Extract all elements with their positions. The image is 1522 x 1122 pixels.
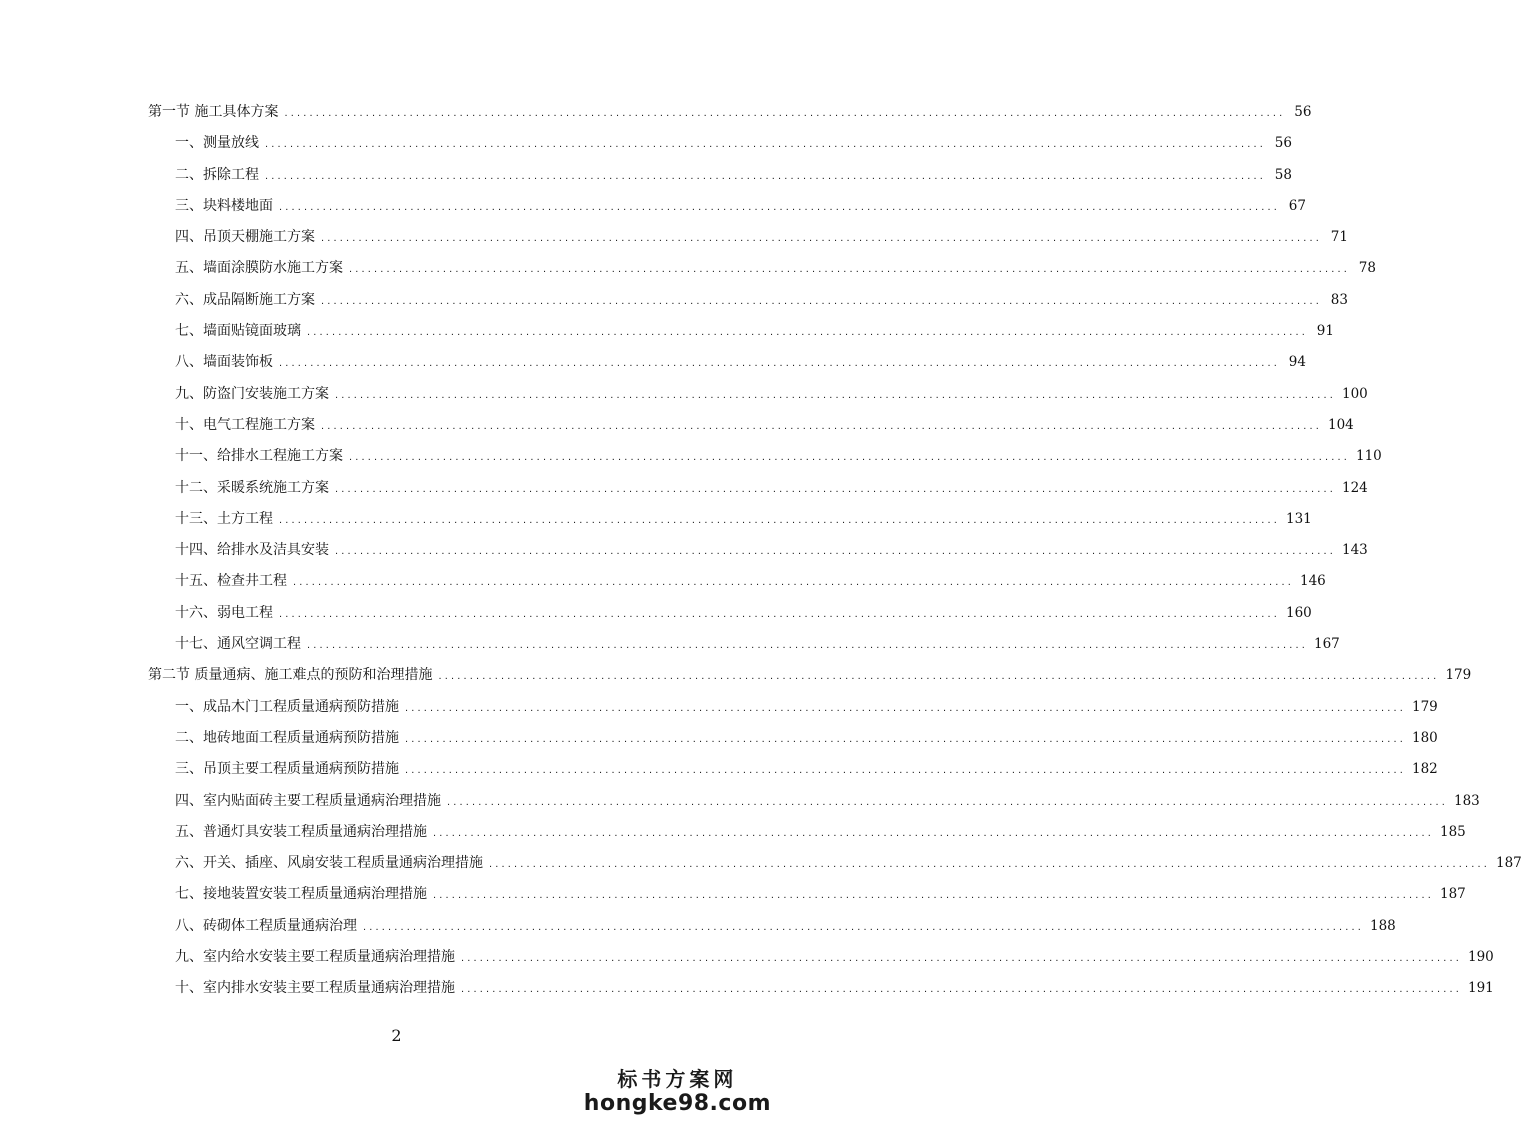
toc-entry-title: 十七、通风空调工程 — [175, 636, 301, 653]
toc-dot-leader: ................................................................................................................................................................ — [321, 294, 1322, 307]
toc-entry[interactable] — [148, 817, 1466, 848]
toc-entry[interactable] — [148, 598, 1312, 629]
toc-entry-page: 182 — [1411, 761, 1438, 778]
toc-entry-title: 十二、采暖系统施工方案 — [175, 479, 329, 496]
toc-entry-title: 六、开关、插座、风扇安装工程质量通病治理措施 — [175, 855, 483, 872]
toc-entry-title: 七、接地装置安装工程质量通病治理措施 — [175, 886, 427, 903]
toc-entry[interactable] — [148, 942, 1494, 973]
page-number: 2 — [391, 1026, 402, 1045]
toc-entry[interactable] — [148, 222, 1348, 253]
site-watermark — [584, 1063, 771, 1116]
watermark-title: 标书方案网 — [617, 1067, 738, 1091]
toc-entry[interactable] — [148, 347, 1306, 378]
toc-entry[interactable] — [148, 629, 1340, 660]
toc-entry[interactable] — [148, 410, 1354, 441]
toc-entry-page: 131 — [1285, 510, 1312, 527]
toc-entry-title: 第二节 质量通病、施工难点的预防和治理措施 — [148, 667, 433, 684]
toc-entry-page: 83 — [1330, 291, 1348, 308]
toc-dot-leader: ................................................................................................................................................................ — [335, 545, 1336, 558]
toc-entry-title: 十、室内排水安装主要工程质量通病治理措施 — [175, 980, 455, 997]
toc-entry[interactable] — [148, 253, 1376, 284]
toc-dot-leader: ................................................................................................................................................................ — [438, 670, 1440, 683]
toc-dot-leader: ................................................................................................................................................................ — [489, 858, 1490, 871]
toc-entry-title: 五、墙面涂膜防水施工方案 — [175, 260, 343, 277]
toc-entry-page: 124 — [1341, 479, 1368, 496]
toc-entry-page: 187 — [1495, 855, 1522, 872]
toc-entry[interactable] — [148, 191, 1306, 222]
toc-entry[interactable] — [148, 754, 1438, 785]
toc-entry-page: 185 — [1439, 823, 1466, 840]
toc-entry-title: 四、室内贴面砖主要工程质量通病治理措施 — [175, 792, 441, 809]
toc-entry-page: 71 — [1330, 229, 1348, 246]
toc-dot-leader: ................................................................................................................................................................ — [265, 138, 1266, 151]
toc-entry[interactable] — [148, 160, 1292, 191]
toc-entry-page: 190 — [1467, 949, 1494, 966]
toc-entry-title: 七、墙面贴镜面玻璃 — [175, 323, 301, 340]
toc-entry-title: 九、防盗门安装施工方案 — [175, 385, 329, 402]
toc-entry[interactable] — [148, 786, 1480, 817]
toc-entry[interactable] — [148, 692, 1438, 723]
toc-dot-leader: ................................................................................................................................................................ — [265, 169, 1266, 182]
toc-entry-title: 三、吊顶主要工程质量通病预防措施 — [175, 761, 399, 778]
toc-dot-leader: ................................................................................................................................................................ — [321, 419, 1322, 432]
toc-entry[interactable] — [148, 566, 1326, 597]
toc-entry-title: 八、砖砌体工程质量通病治理 — [175, 917, 357, 934]
toc-entry[interactable] — [148, 441, 1382, 472]
toc-entry[interactable] — [148, 128, 1292, 159]
toc-entry-title: 五、普通灯具安装工程质量通病治理措施 — [175, 823, 427, 840]
toc-entry-page: 110 — [1355, 448, 1382, 465]
toc-entry-page: 56 — [1274, 135, 1292, 152]
toc-entry[interactable] — [148, 848, 1522, 879]
toc-entry-page: 167 — [1313, 636, 1340, 653]
toc-entry[interactable] — [148, 723, 1438, 754]
toc-entry[interactable] — [148, 660, 1472, 691]
toc-dot-leader: ................................................................................................................................................................ — [284, 107, 1286, 119]
toc-entry-title: 六、成品隔断施工方案 — [175, 291, 315, 308]
toc-dot-leader: ................................................................................................................................................................ — [349, 263, 1350, 276]
toc-dot-leader: ................................................................................................................................................................ — [321, 232, 1322, 245]
toc-dot-leader: ................................................................................................................................................................ — [461, 952, 1462, 965]
toc-entry[interactable] — [148, 97, 1312, 128]
toc-dot-leader: ................................................................................................................................................................ — [307, 326, 1308, 339]
toc-entry-page: 191 — [1467, 980, 1494, 997]
toc-entry-title: 二、拆除工程 — [175, 166, 259, 183]
toc-entry-title: 第一节 施工具体方案 — [148, 104, 279, 120]
toc-dot-leader: ................................................................................................................................................................ — [405, 732, 1406, 745]
toc-dot-leader: ................................................................................................................................................................ — [279, 513, 1280, 526]
toc-entry-page: 94 — [1288, 354, 1306, 371]
toc-dot-leader: ................................................................................................................................................................ — [293, 576, 1294, 589]
toc-entry-title: 十一、给排水工程施工方案 — [175, 448, 343, 465]
toc-dot-leader: ................................................................................................................................................................ — [279, 357, 1280, 370]
table-of-contents — [148, 97, 1522, 1005]
toc-entry-title: 三、块料楼地面 — [175, 197, 273, 214]
toc-entry[interactable] — [148, 911, 1396, 942]
toc-entry-page: 187 — [1439, 886, 1466, 903]
toc-entry-page: 67 — [1288, 197, 1306, 214]
toc-entry-title: 一、测量放线 — [175, 135, 259, 152]
toc-dot-leader: ................................................................................................................................................................ — [433, 889, 1434, 902]
toc-entry-title: 八、墙面装饰板 — [175, 354, 273, 371]
toc-entry-title: 十、电气工程施工方案 — [175, 416, 315, 433]
watermark-url: hongke98.com — [583, 1091, 771, 1116]
toc-dot-leader: ................................................................................................................................................................ — [335, 388, 1336, 401]
toc-entry-page: 78 — [1358, 260, 1376, 277]
toc-entry-page: 188 — [1369, 917, 1396, 934]
toc-entry-page: 179 — [1445, 667, 1472, 684]
toc-dot-leader: ................................................................................................................................................................ — [279, 200, 1280, 213]
toc-entry-title: 二、地砖地面工程质量通病预防措施 — [175, 729, 399, 746]
toc-dot-leader: ................................................................................................................................................................ — [279, 607, 1280, 620]
toc-dot-leader: ................................................................................................................................................................ — [433, 826, 1434, 839]
toc-entry-page: 180 — [1411, 729, 1438, 746]
toc-entry-page: 143 — [1341, 542, 1368, 559]
toc-entry[interactable] — [148, 504, 1312, 535]
toc-entry-page: 91 — [1316, 323, 1334, 340]
toc-dot-leader: ................................................................................................................................................................ — [335, 482, 1336, 495]
toc-entry-page: 179 — [1411, 698, 1438, 715]
toc-dot-leader: ................................................................................................................................................................ — [363, 920, 1364, 933]
toc-entry-title: 十六、弱电工程 — [175, 604, 273, 621]
toc-dot-leader: ................................................................................................................................................................ — [405, 764, 1406, 777]
toc-dot-leader: ................................................................................................................................................................ — [349, 451, 1350, 464]
toc-entry[interactable] — [148, 535, 1368, 566]
toc-entry[interactable] — [148, 473, 1368, 504]
toc-entry-title: 四、吊顶天棚施工方案 — [175, 229, 315, 246]
toc-entry-title: 十四、给排水及洁具安装 — [175, 542, 329, 559]
toc-entry-page: 183 — [1453, 792, 1480, 809]
toc-entry-page: 56 — [1294, 104, 1312, 120]
toc-entry[interactable] — [148, 379, 1368, 410]
toc-dot-leader: ................................................................................................................................................................ — [461, 983, 1462, 996]
toc-entry-title: 九、室内给水安装主要工程质量通病治理措施 — [175, 949, 455, 966]
toc-entry-title: 十五、检查井工程 — [175, 573, 287, 590]
toc-entry-title: 十三、土方工程 — [175, 510, 273, 527]
toc-dot-leader: ................................................................................................................................................................ — [307, 639, 1308, 652]
toc-entry[interactable] — [148, 316, 1334, 347]
toc-entry[interactable] — [148, 973, 1494, 1004]
toc-dot-leader: ................................................................................................................................................................ — [405, 701, 1406, 714]
toc-entry-page: 100 — [1341, 385, 1368, 402]
toc-entry[interactable] — [148, 879, 1466, 910]
toc-entry-page: 146 — [1299, 573, 1326, 590]
toc-entry-page: 160 — [1285, 604, 1312, 621]
toc-entry-page: 104 — [1327, 416, 1354, 433]
toc-dot-leader: ................................................................................................................................................................ — [447, 795, 1448, 808]
toc-entry-page: 58 — [1274, 166, 1292, 183]
toc-entry-title: 一、成品木门工程质量通病预防措施 — [175, 698, 399, 715]
toc-entry[interactable] — [148, 285, 1348, 316]
